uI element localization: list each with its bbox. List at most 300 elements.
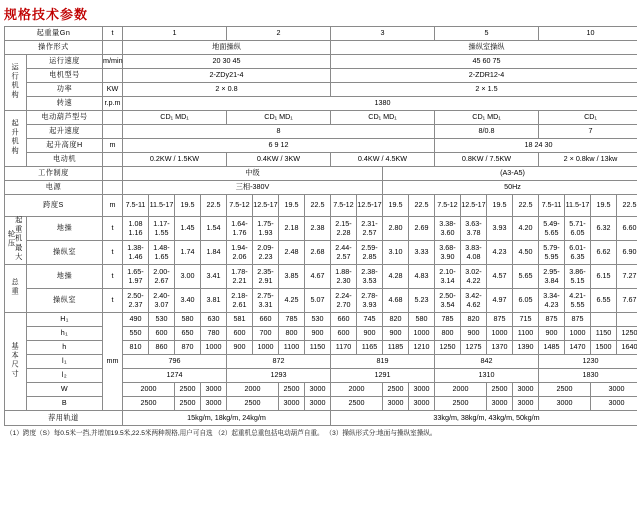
total1-v6: 3.85 [279,265,305,289]
span-v19: 22.5 [617,195,637,217]
wheel1-v16: 5.49- 5.65 [539,217,565,241]
span-v10: 19.5 [383,195,409,217]
H1-v3: 630 [201,313,227,327]
unit-t-total-2: t [103,289,123,313]
W-v11: 3000 [513,383,539,397]
wheel1-v15: 4.20 [513,217,539,241]
wheel2-v8: 2.44- 2.57 [331,241,357,265]
span-v1: 11.5-17 [149,195,175,217]
unit-t: t [103,27,123,41]
total1-v2: 3.00 [175,265,201,289]
B-v4: 3000 [279,397,305,411]
H1-v19 [617,313,637,327]
l1-v2: 819 [331,355,435,369]
total2-v3: 3.81 [201,289,227,313]
unit-m-1: m [103,139,123,153]
row-label-wheel-cabin: 操纵室 [27,241,103,265]
h1-v8: 600 [331,327,357,341]
hoist-motor-10: 2 × 0.8kw / 13kw [539,153,637,167]
row-label-power: 功率 [27,83,103,97]
total1-v9: 2.38- 3.53 [357,265,383,289]
B-v8: 3000 [409,397,435,411]
table-row-power [5,83,637,97]
total2-v17: 4.21- 5.55 [565,289,591,313]
wheel2-v11: 3.33 [409,241,435,265]
table-row-span [5,195,637,217]
duty-class: (A3-A5) [383,167,637,181]
h-v14: 1370 [487,341,513,355]
W-v12: 2500 [539,383,591,397]
group-label-wheel-pressure: 起重机最大轮压 [5,217,27,265]
table-row-dim-W [5,383,637,397]
unit-mpm: m/min [103,55,123,69]
total2-v2: 3.40 [175,289,201,313]
H1-v18 [591,313,617,327]
table-row-duty [5,167,637,181]
H1-v14: 875 [487,313,513,327]
table-row-dim-h1 [5,327,637,341]
h-v19: 1640 [617,341,637,355]
wheel2-v6: 2.48 [279,241,305,265]
h-v1: 860 [149,341,175,355]
unit-m-2: m [103,195,123,217]
h-v18: 1500 [591,341,617,355]
row-label-H1: H₁ [27,313,103,327]
W-v7: 2500 [383,383,409,397]
travel-speed-ground: 20 30 45 [123,55,331,69]
total2-v4: 2.18- 2.61 [227,289,253,313]
hoist-motor-5: 0.8KW / 7.5KW [435,153,539,167]
wheel1-v14: 3.93 [487,217,513,241]
table-row-wheel-ground [5,217,637,241]
row-label-lift-speed: 起升速度 [27,125,103,139]
wheel2-v1: 1.48- 1.65 [149,241,175,265]
l2-v0: 1274 [123,369,227,383]
h1-v19: 1250 [617,327,637,341]
row-label-B: B [27,397,103,411]
row-label-motor-model: 电机型号 [27,69,103,83]
cap-2: 2 [227,27,331,41]
l2-v4: 1830 [539,369,637,383]
row-label-W: W [27,383,103,397]
rpm-value: 1380 [123,97,637,111]
total1-v14: 4.57 [487,265,513,289]
unit-mm: mm [103,313,123,411]
op-form-cabin: 操纵室操纵 [331,41,637,55]
wheel2-v14: 4.23 [487,241,513,265]
wheel2-v12: 3.68- 3.90 [435,241,461,265]
h1-v10: 900 [383,327,409,341]
wheel1-v19: 6.60 [617,217,637,241]
wheel1-v10: 2.80 [383,217,409,241]
unit-t-wheel-1: t [103,217,123,241]
H1-v8: 660 [331,313,357,327]
row-label-rpm: 转速 [27,97,103,111]
unit-t-wheel-2: t [103,241,123,265]
h-v11: 1210 [409,341,435,355]
lift-speed-a: 8 [123,125,435,139]
h1-v11: 1000 [409,327,435,341]
h-v3: 1000 [201,341,227,355]
total1-v13: 3.02- 4.22 [461,265,487,289]
total2-v13: 3.42- 4.62 [461,289,487,313]
table-row-rpm [5,97,637,111]
unit-blank-6 [103,167,123,181]
unit-blank-4 [103,125,123,139]
row-label-total-cabin: 操纵室 [27,289,103,313]
wheel1-v17: 5.71- 6.05 [565,217,591,241]
table-row-total-cabin [5,289,637,313]
row-label-l1: l₁ [27,355,103,369]
h1-v13: 900 [461,327,487,341]
row-label-lift-height: 起升高度H [27,139,103,153]
total1-v19: 7.27 [617,265,637,289]
W-v1: 2500 [175,383,201,397]
wheel1-v8: 2.15- 2.28 [331,217,357,241]
hoist-model-1: CD₁ MD₁ [123,111,227,125]
h-v7: 1150 [305,341,331,355]
wheel2-v10: 3.10 [383,241,409,265]
motor-model-cabin: 2-ZDR12-4 [331,69,637,83]
wheel2-v9: 2.59- 2.85 [357,241,383,265]
total2-v12: 2.50- 3.54 [435,289,461,313]
total1-v8: 1.88- 2.30 [331,265,357,289]
total2-v7: 5.07 [305,289,331,313]
row-label-h1: h₁ [27,327,103,341]
table-row-hoist-model [5,111,637,125]
span-v18: 19.5 [591,195,617,217]
table-row-dim-l2 [5,369,637,383]
B-v1: 2500 [175,397,201,411]
table-row-motor-model [5,69,637,83]
B-v6: 2500 [331,397,383,411]
table-row-dim-l1 [5,355,637,369]
h-v9: 1165 [357,341,383,355]
h-v12: 1250 [435,341,461,355]
span-v7: 22.5 [305,195,331,217]
H1-v5: 660 [253,313,279,327]
H1-v4: 581 [227,313,253,327]
spec-table [4,26,637,426]
wheel1-v0: 1.08 1.16 [123,217,149,241]
h1-v14: 1000 [487,327,513,341]
group-label-hoist-mechanism: 起升机构 [5,111,27,167]
W-v0: 2000 [123,383,175,397]
wheel2-v13: 3.83- 4.08 [461,241,487,265]
h1-v6: 800 [279,327,305,341]
h1-v12: 800 [435,327,461,341]
total2-v16: 3.34- 4.23 [539,289,565,313]
total2-v18: 6.55 [591,289,617,313]
row-label-power-source: 电源 [5,181,103,195]
row-label-hoist-motor: 电动机 [27,153,103,167]
unit-blank-7 [103,181,123,195]
group-label-dimensions: 基本尺寸 [5,313,27,411]
l1-v0: 796 [123,355,227,369]
span-v15: 22.5 [513,195,539,217]
h-v6: 1100 [279,341,305,355]
W-v3: 2000 [227,383,279,397]
total1-v15: 5.65 [513,265,539,289]
power-ground: 2 × 0.8 [123,83,331,97]
table-row-power-source [5,181,637,195]
H1-v7: 530 [305,313,331,327]
h-v0: 810 [123,341,149,355]
total2-v14: 4.97 [487,289,513,313]
page-title: 规格技术参数 [4,7,89,22]
row-label-duty: 工作制度 [5,167,103,181]
h1-v9: 900 [357,327,383,341]
wheel1-v3: 1.54 [201,217,227,241]
span-v4: 7.5-12 [227,195,253,217]
span-v3: 22.5 [201,195,227,217]
B-v9: 2500 [435,397,487,411]
total2-v19: 7.67 [617,289,637,313]
unit-blank-5 [103,153,123,167]
H1-v17: 875 [565,313,591,327]
row-label-rail: 荐用轨道 [5,411,123,426]
total1-v4: 1.78- 2.21 [227,265,253,289]
h-v4: 900 [227,341,253,355]
hoist-model-10: CD₁ [539,111,637,125]
W-v13: 3000 [591,383,637,397]
row-label-wheel-ground: 地操 [27,217,103,241]
h-v17: 1470 [565,341,591,355]
h1-v4: 600 [227,327,253,341]
table-row-dim-H1 [5,313,637,327]
table-row-lift-height [5,139,637,153]
span-v2: 19.5 [175,195,201,217]
span-v5: 12.5-17 [253,195,279,217]
total1-v11: 4.83 [409,265,435,289]
lift-speed-b: 8/0.8 [435,125,539,139]
unit-t-total-1: t [103,265,123,289]
B-v3: 2500 [227,397,279,411]
unit-blank-2 [103,69,123,83]
wheel2-v16: 5.79- 5.95 [539,241,565,265]
row-label-capacity: 起重量Gn [5,27,103,41]
span-v17: 11.5-17 [565,195,591,217]
total2-v9: 2.78- 3.93 [357,289,383,313]
l1-v1: 872 [227,355,331,369]
span-v13: 12.5-17 [461,195,487,217]
span-v14: 19.5 [487,195,513,217]
h-v13: 1275 [461,341,487,355]
l1-v4: 1230 [539,355,637,369]
wheel2-v4: 1.94- 2.06 [227,241,253,265]
l2-v2: 1291 [331,369,435,383]
l2-v1: 1293 [227,369,331,383]
hoist-motor-1: 0.2KW / 1.5KW [123,153,227,167]
total1-v12: 2.10- 3.14 [435,265,461,289]
B-v5: 3000 [305,397,331,411]
total2-v6: 4.25 [279,289,305,313]
unit-rpm: r.p.m [103,97,123,111]
B-v7: 3000 [383,397,409,411]
table-row-dim-h [5,341,637,355]
wheel1-v1: 1.17- 1.55 [149,217,175,241]
H1-v12: 785 [435,313,461,327]
h-v10: 1185 [383,341,409,355]
total2-v5: 2.75- 3.31 [253,289,279,313]
h1-v16: 900 [539,327,565,341]
total2-v10: 4.68 [383,289,409,313]
wheel1-v4: 1.64- 1.76 [227,217,253,241]
power-source-frequency: 50Hz [383,181,637,195]
h1-v3: 780 [201,327,227,341]
row-label-total-ground: 地操 [27,265,103,289]
h1-v5: 700 [253,327,279,341]
row-label-hoist-model: 电动葫芦型号 [27,111,103,125]
W-v10: 2500 [487,383,513,397]
span-v0: 7.5-11 [123,195,149,217]
W-v4: 2500 [279,383,305,397]
h-v5: 1000 [253,341,279,355]
hoist-model-2: CD₁ MD₁ [227,111,331,125]
table-row-total-ground [5,265,637,289]
footnote: （1）跨度（S）每0.5米一挡,并增加19.5米,22.5米两种规格,用户可自选 （2）起重机总重包括电动葫芦自重。 （3）操纵形式分:地面与操纵室操纵。 [6,430,437,437]
travel-speed-cabin: 45 60 75 [331,55,637,69]
op-form-ground: 地面操纵 [123,41,331,55]
wheel2-v7: 2.68 [305,241,331,265]
W-v8: 3000 [409,383,435,397]
cap-5: 5 [435,27,539,41]
span-v11: 22.5 [409,195,435,217]
row-label-travel-speed: 运行速度 [27,55,103,69]
span-v6: 19.5 [279,195,305,217]
H1-v0: 490 [123,313,149,327]
lift-height-b: 18 24 30 [435,139,637,153]
row-label-span: 跨度S [5,195,103,217]
wheel2-v2: 1.74 [175,241,201,265]
unit-blank-1 [103,41,123,55]
B-v13: 3000 [591,397,637,411]
span-v9: 12.5-17 [357,195,383,217]
h1-v17: 1000 [565,327,591,341]
power-source-voltage: 三相-380V [123,181,383,195]
h1-v1: 600 [149,327,175,341]
unit-kw: KW [103,83,123,97]
wheel2-v0: 1.38- 1.46 [123,241,149,265]
wheel1-v5: 1.75- 1.93 [253,217,279,241]
H1-v2: 580 [175,313,201,327]
power-cabin: 2 × 1.5 [331,83,637,97]
l2-v3: 1310 [435,369,539,383]
row-label-l2: l₂ [27,369,103,383]
total1-v17: 3.86- 5.15 [565,265,591,289]
table-row-operation-form [5,41,637,55]
total1-v0: 1.65- 1.97 [123,265,149,289]
cap-3: 3 [331,27,435,41]
B-v12: 3000 [539,397,591,411]
span-v16: 7.5-11 [539,195,565,217]
wheel1-v7: 2.38 [305,217,331,241]
total2-v11: 5.23 [409,289,435,313]
hoist-model-5: CD₁ MD₁ [435,111,539,125]
rail-cabin: 33kg/m, 38kg/m, 43kg/m, 50kg/m [331,411,637,426]
span-v12: 7.5-12 [435,195,461,217]
total2-v8: 2.24- 2.70 [331,289,357,313]
h1-v18: 1150 [591,327,617,341]
total1-v1: 2.00- 2.67 [149,265,175,289]
h-v8: 1170 [331,341,357,355]
l1-v3: 842 [435,355,539,369]
H1-v13: 820 [461,313,487,327]
wheel1-v2: 1.45 [175,217,201,241]
B-v10: 3000 [487,397,513,411]
H1-v11: 580 [409,313,435,327]
group-label-total-weight: 总重 [5,265,27,313]
W-v9: 2000 [435,383,487,397]
lift-speed-c: 7 [539,125,637,139]
H1-v15: 715 [513,313,539,327]
wheel2-v19: 6.90 [617,241,637,265]
motor-model-ground: 2-ZDy21-4 [123,69,331,83]
table-row-hoist-motor [5,153,637,167]
H1-v10: 820 [383,313,409,327]
table-row-wheel-cabin [5,241,637,265]
rail-ground: 15kg/m, 18kg/m, 24kg/m [123,411,331,426]
wheel2-v17: 6.01- 6.35 [565,241,591,265]
wheel1-v11: 2.69 [409,217,435,241]
wheel1-v13: 3.63- 3.78 [461,217,487,241]
wheel2-v15: 4.50 [513,241,539,265]
h-v16: 1485 [539,341,565,355]
cap-10: 10 [539,27,637,41]
total2-v0: 2.50- 2.37 [123,289,149,313]
group-label-travel-mechanism: 运行机构 [5,55,27,111]
wheel2-v3: 1.84 [201,241,227,265]
span-v8: 7.5-12 [331,195,357,217]
total1-v10: 4.28 [383,265,409,289]
h1-v0: 550 [123,327,149,341]
B-v2: 3000 [201,397,227,411]
total1-v16: 2.95- 3.84 [539,265,565,289]
W-v6: 2000 [331,383,383,397]
wheel1-v18: 6.32 [591,217,617,241]
total1-v5: 2.35- 2.91 [253,265,279,289]
h1-v15: 1100 [513,327,539,341]
wheel1-v9: 2.31- 2.57 [357,217,383,241]
total2-v15: 6.05 [513,289,539,313]
lift-height-a: 6 9 12 [123,139,435,153]
h1-v7: 900 [305,327,331,341]
h1-v2: 650 [175,327,201,341]
hoist-motor-2: 0.4KW / 3KW [227,153,331,167]
wheel2-v5: 2.09- 2.23 [253,241,279,265]
W-v2: 3000 [201,383,227,397]
hoist-motor-3: 0.4KW / 4.5KW [331,153,435,167]
B-v11: 3000 [513,397,539,411]
table-row-rail [5,411,637,426]
H1-v16: 875 [539,313,565,327]
cap-1: 1 [123,27,227,41]
H1-v1: 530 [149,313,175,327]
unit-blank-3 [103,111,123,125]
total1-v7: 4.67 [305,265,331,289]
W-v5: 3000 [305,383,331,397]
row-label-h: h [27,341,103,355]
H1-v6: 785 [279,313,305,327]
wheel1-v6: 2.18 [279,217,305,241]
table-row-dim-B [5,397,637,411]
total1-v18: 6.15 [591,265,617,289]
duty-grade: 中级 [123,167,383,181]
table-row-travel-speed [5,55,637,69]
table-row-capacity [5,27,637,41]
B-v0: 2500 [123,397,175,411]
total2-v1: 2.40- 3.07 [149,289,175,313]
